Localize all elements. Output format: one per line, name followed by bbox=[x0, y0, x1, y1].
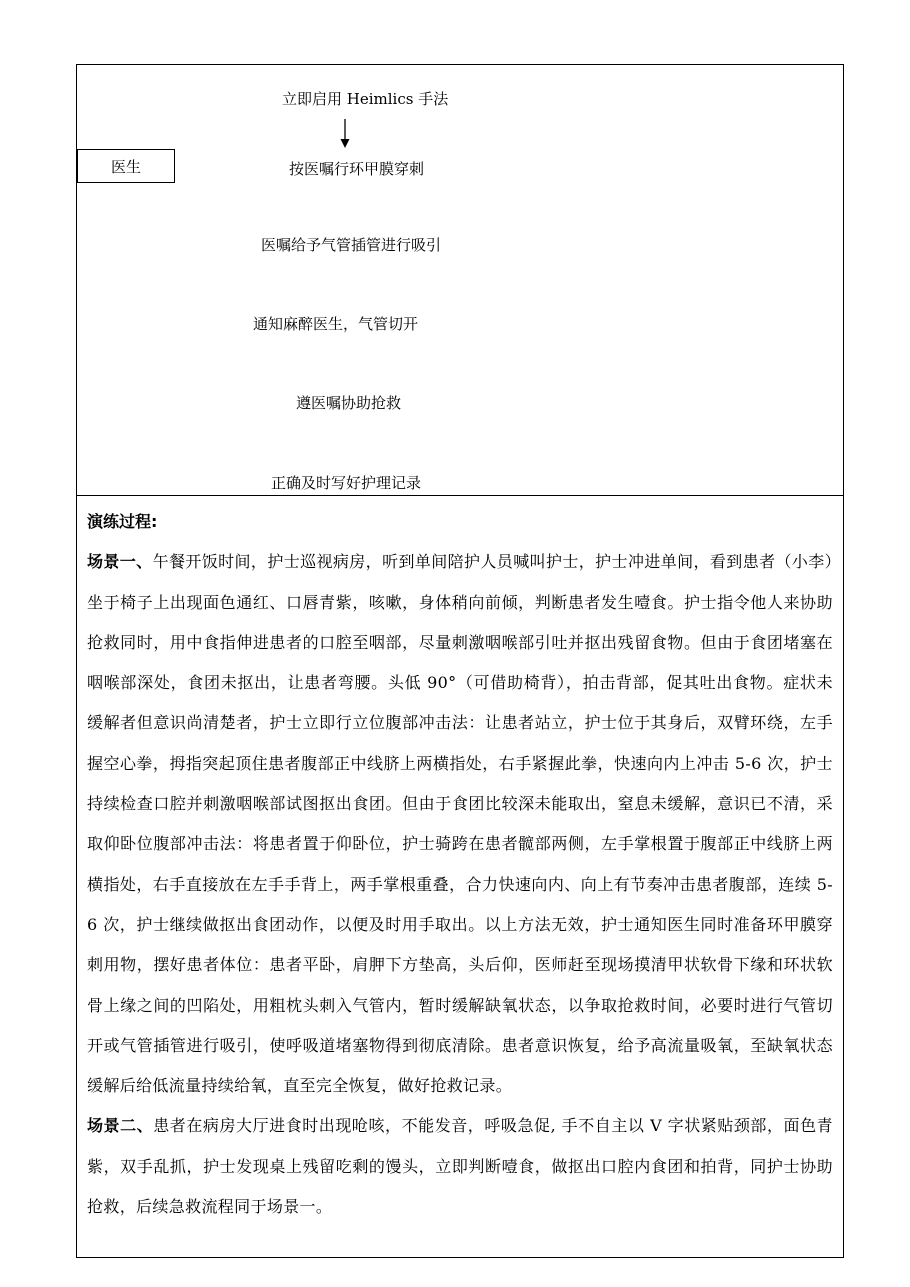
drill-title: 演练过程: bbox=[87, 512, 158, 531]
document-table bbox=[76, 64, 844, 1258]
scene-two-text: 患者在病房大厅进食时出现呛咳，不能发音，呼吸急促, 手不自主以 V 字状紧贴颈部，面色青紫，双手乱抓，护士发现桌上残留吃剩的馒头，立即判断噎食，做抠出口腔内食团和拍背，同护士协助抢救，后续急救流程同于场景一。 bbox=[87, 1116, 833, 1217]
scene-one-paragraph bbox=[87, 542, 833, 1106]
flowchart-section bbox=[77, 65, 843, 496]
scene-two-label: 场景二、 bbox=[87, 1116, 154, 1136]
flow-step-intubation: 医嘱给予气管插管进行吸引 bbox=[261, 236, 442, 254]
drill-process-section bbox=[77, 496, 843, 1227]
flow-step-assist-rescue: 遵医嘱协助抢救 bbox=[296, 394, 402, 412]
doctor-box: 医生 bbox=[77, 149, 175, 183]
scene-one-label: 场景一、 bbox=[87, 552, 153, 572]
flow-step-tracheotomy: 通知麻醉医生，气管切开 bbox=[253, 315, 419, 333]
flow-step-heimlich: 立即启用 Heimlics 手法 bbox=[282, 90, 449, 108]
flow-step-cricothyroid: 按医嘱行环甲膜穿刺 bbox=[289, 160, 425, 178]
scene-one-text: 午餐开饭时间，护士巡视病房，听到单间陪护人员喊叫护士，护士冲进单间，看到患者（小李）坐于椅子上出现面色通红、口唇青紫，咳嗽，身体稍向前倾，判断患者发生噎食。护士指令他人来协助抢救同时，用中食指伸进患者的口腔至咽部，尽量刺激咽喉部引吐并抠出残留食物。但由于食团堵塞在咽喉部深处，食团未抠出，让患者弯腰。头低 90°（可借助椅背），拍击背部，促其吐出食物。症状未缓解者但意识尚清楚者，护士立即行立位腹部冲击法：让患者站立，护士位于其身后，双臂环绕，左手握空心拳，拇指突起顶住患者腹部正中线脐上两横指处，右手紧握此拳，快速向内上冲击 5-6 次，护士持续检查口腔并刺激咽喉部试图抠出食团。但由于食团比较深未能取出，窒息未缓解，意识已不清，采取仰卧位腹部冲击法：将患者置于仰卧位，护士骑跨在患者髋部两侧，左手掌根置于腹部正中线脐上两横指处，右手直接放在左手手背上，两手掌根重叠，合力快速向内、向上有节奏冲击患者腹部，连续 5-6 次，护士继续做抠出食团动作，以便及时用手取出。以上方法无效，护士通知医生同时准备环甲膜穿刺用物，摆好患者体位：患者平卧，肩胛下方垫高，头后仰，医师赶至现场摸清甲状软骨下缘和环状软骨上缘之间的凹陷处，用粗枕头刺入气管内，暂时缓解缺氧状态，以争取抢救时间，必要时进行气管切开或气管插管进行吸引，使呼吸道堵塞物得到彻底清除。患者意识恢复，给予高流量吸氧，至缺氧状态缓解后给低流量持续给氧，直至完全恢复，做好抢救记录。 bbox=[87, 552, 834, 1096]
scene-two-paragraph bbox=[87, 1106, 833, 1227]
down-arrow-icon bbox=[339, 119, 351, 149]
flow-step-nursing-record: 正确及时写好护理记录 bbox=[271, 474, 422, 492]
